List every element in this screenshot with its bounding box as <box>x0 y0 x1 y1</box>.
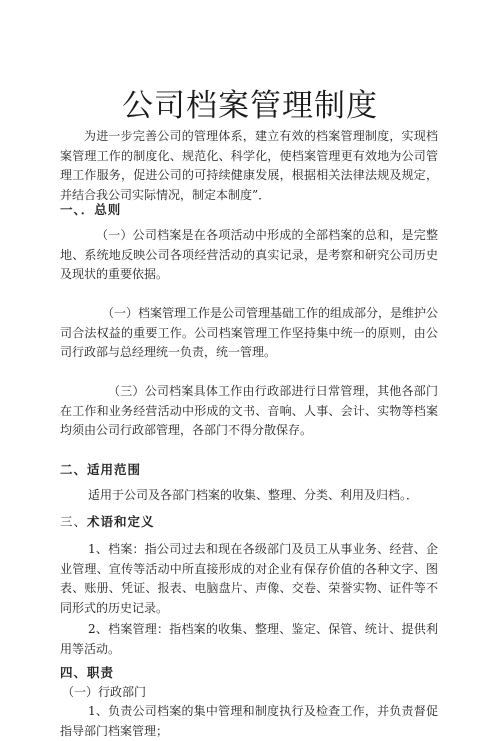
section-heading-scope: 二、适用范围 <box>60 462 142 477</box>
duties-paragraph-1: 1、负责公司档案的集中管理和制度执行及检查工作，并负责督促指导部门档案管理； <box>60 704 438 738</box>
terms-paragraph-2: 2、档案管理：指档案的收集、整理、鉴定、保管、统计、提供利用等活动。 <box>60 622 438 656</box>
section-heading-terms <box>60 512 440 531</box>
terms-heading-number: 三、 <box>60 514 88 529</box>
terms-heading-text: 术语和定义 <box>87 514 155 529</box>
general-paragraph-2: （一）档案管理工作是公司管理基础工作的组成部分，是维护公司合法权益的重要工作。公司档案管理工作坚持集中统一的原则，由公司行政部与总经理统一负责，统一管理。 <box>60 306 439 359</box>
section-heading-general: 一、．总则 <box>60 202 122 217</box>
scope-paragraph: 适用于公司及各部门档案的收集、整理、分类、利用及归档。． <box>88 488 419 502</box>
document-title: 公司档案管理制度 <box>122 88 378 124</box>
general-paragraph-3: （三）公司档案具体工作由行政部进行日常管理，其他各部门在工作和业务经营活动中形成的文书、音响、人事、会计、实物等档案均须由公司行政部管理，各部门不得分散保存。 <box>60 384 438 437</box>
intro-paragraph: 为进一步完善公司的管理体系，建立有效的档案管理制度，实现档案管理工作的制度化、规范化、科学化，使档案管理更有效地为公司管理工作服务，促进公司的可持续健康发展，根据相关法律法规及规定，并结合我公司实际情况，制定本制度”． <box>60 129 438 202</box>
section-heading-duties: 四、职责 <box>60 665 115 680</box>
terms-paragraph-1: 1、档案：指公司过去和现在各级部门及员工从事业务、经营、企业管理、宣传等活动中所直接形成的对企业有保存价值的各种文字、图表、账册、凭证、报表、电脑盘片、声像、交卷、荣誉实物、证件等不同形式的历史记录。 <box>60 542 438 615</box>
general-paragraph-1: （一）公司档案是在各项活动中形成的全部档案的总和，是完整地、系统地反映公司各项经营活动的真实记录，是考察和研究公司历史及现状的重要依据。 <box>60 228 438 281</box>
duties-sub-heading: （一）行政部门 <box>62 685 147 699</box>
